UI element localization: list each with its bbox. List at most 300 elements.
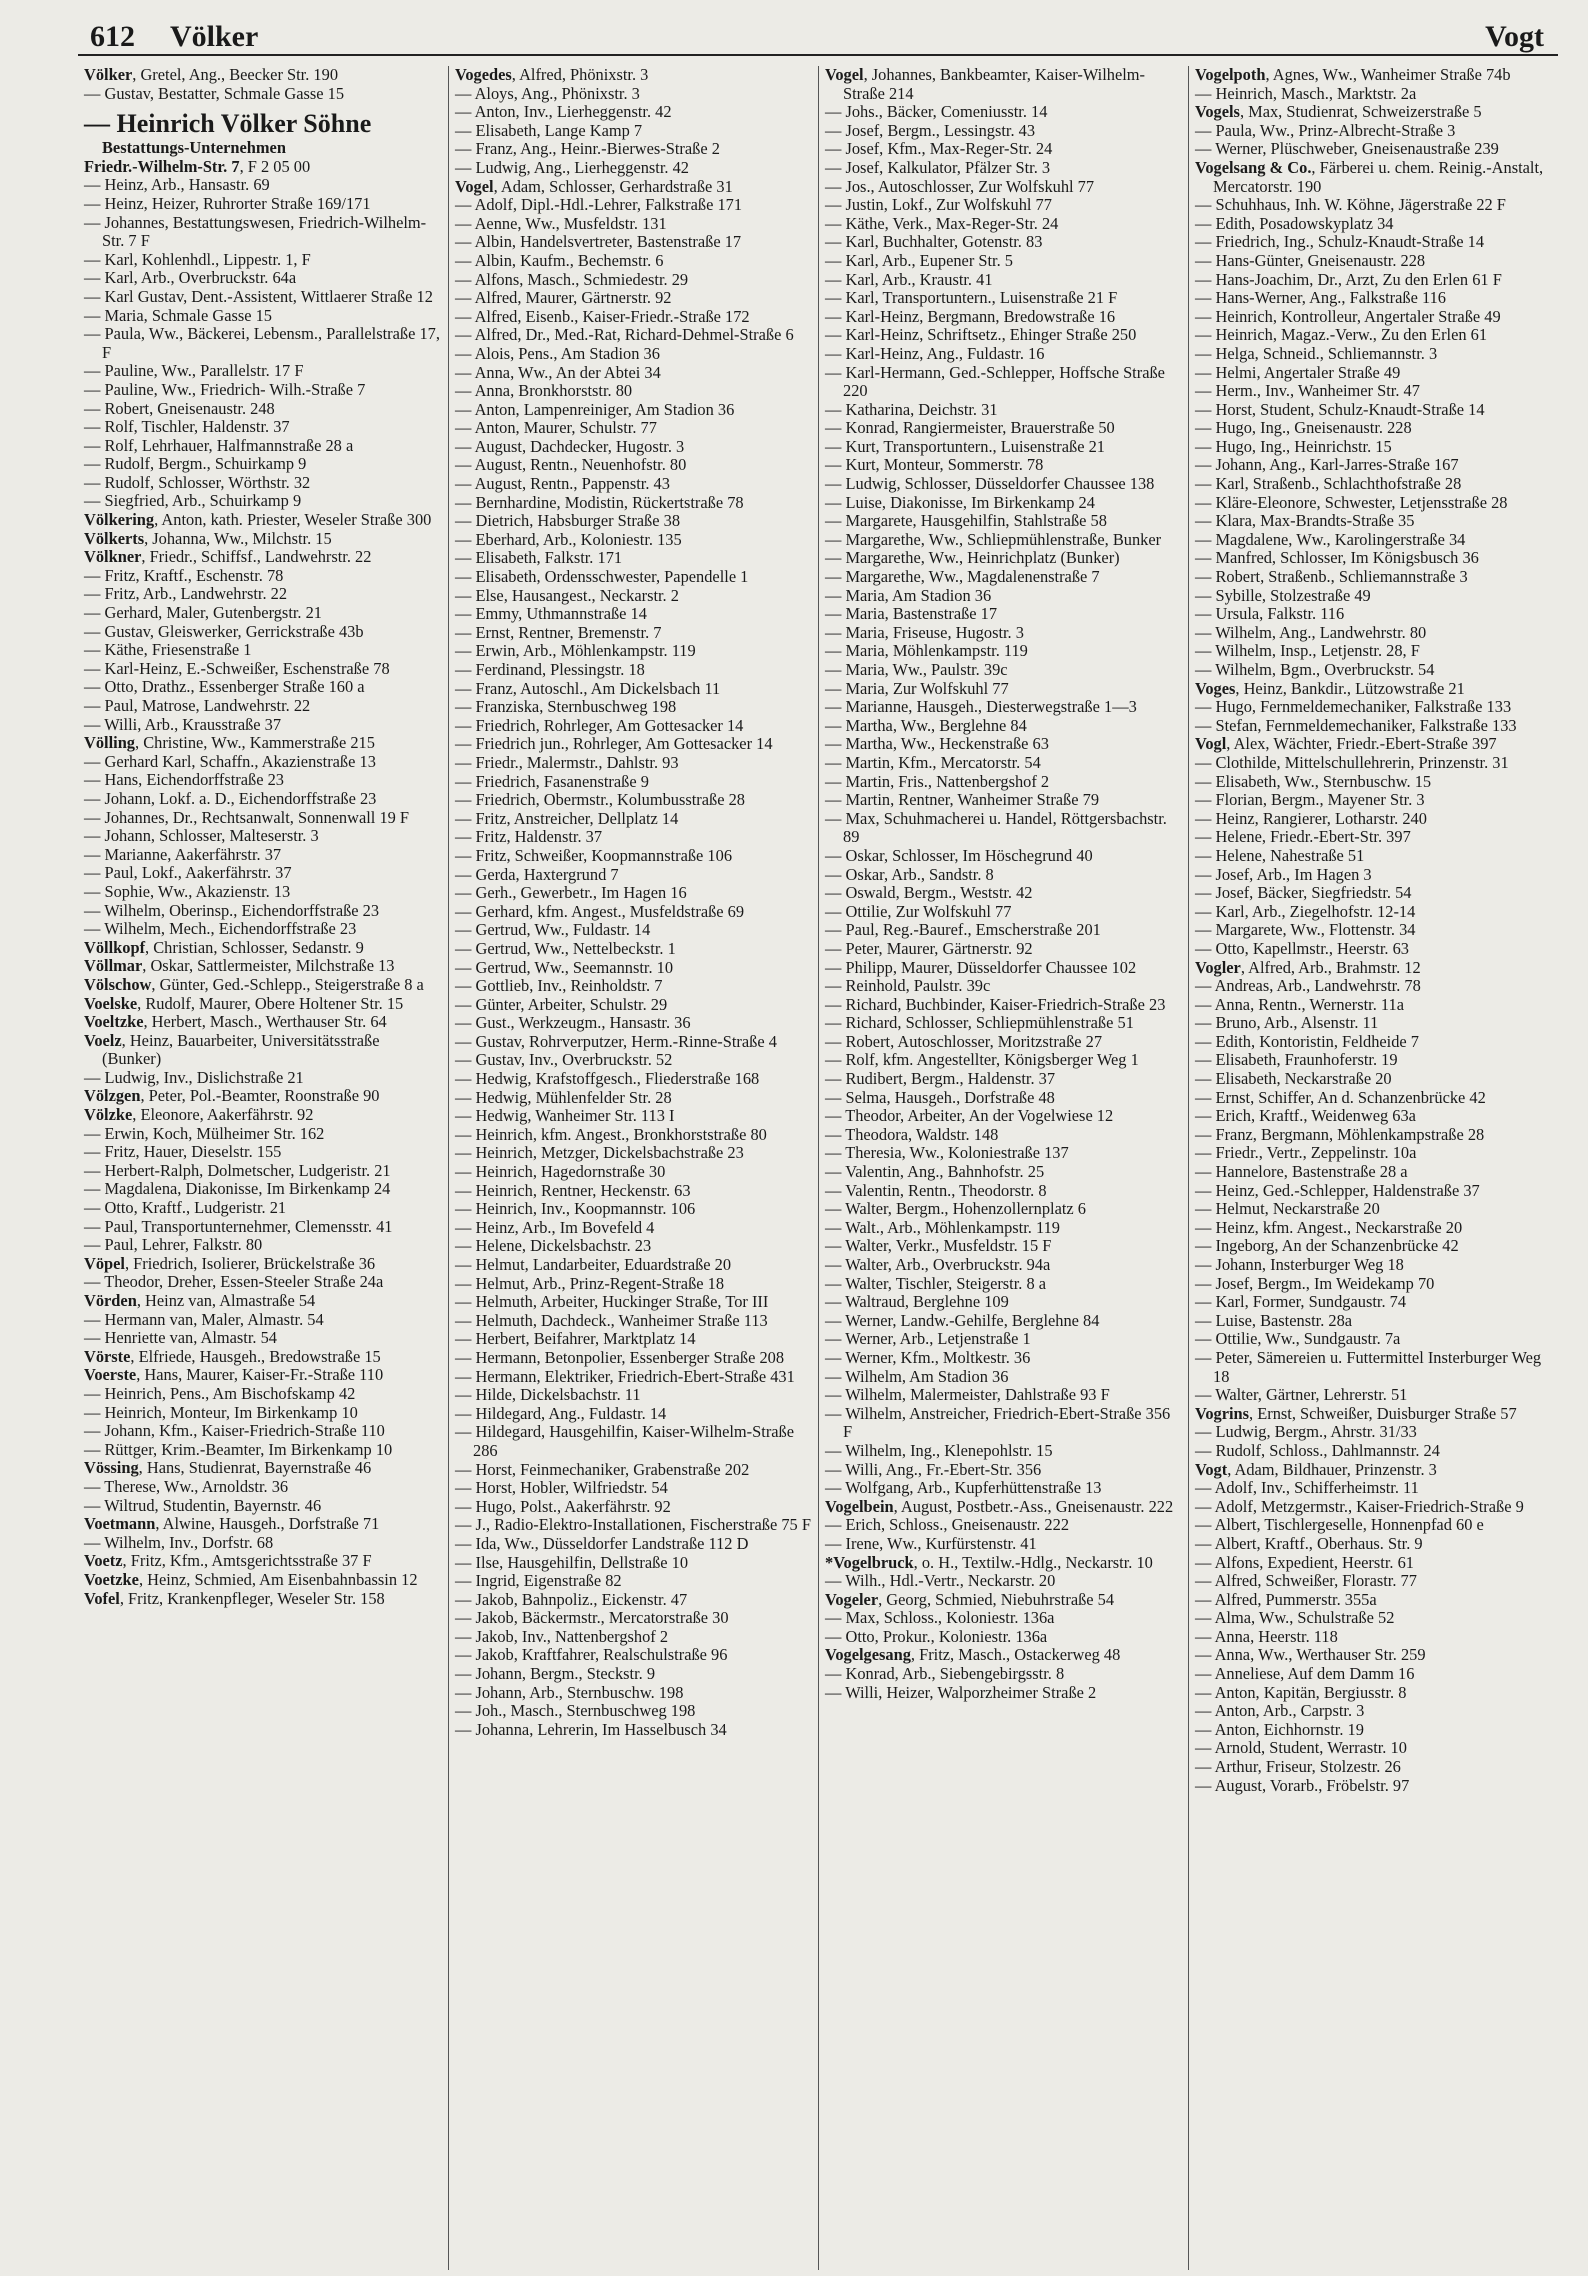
- directory-entry: — Gerhard, Maler, Gutenbergstr. 21: [84, 603, 323, 623]
- directory-entry: — Oskar, Schlosser, Im Höschegrund 40: [825, 845, 1093, 865]
- directory-entry: — Ursula, Falkstr. 116: [1195, 604, 1345, 624]
- directory-entry: — Heinrich Völker Söhne: [84, 109, 372, 139]
- directory-entry: — Günter, Arbeiter, Schulstr. 29: [455, 994, 668, 1014]
- directory-entry: — Bruno, Arb., Alsenstr. 11: [1195, 1013, 1379, 1033]
- directory-entry: — Johann, Bergm., Steckstr. 9: [455, 1664, 656, 1684]
- directory-entry: — Otto, Prokur., Koloniestr. 136a: [825, 1626, 1048, 1646]
- directory-entry: — Franz, Ang., Heinr.-Bierwes-Straße 2: [455, 139, 720, 159]
- directory-entry: — Johann, Schlosser, Malteserstr. 3: [84, 826, 319, 846]
- directory-entry: Vogler, Alfred, Arb., Brahmstr. 12: [1195, 957, 1421, 977]
- directory-entry: — Florian, Bergm., Mayener Str. 3: [1195, 790, 1425, 810]
- directory-entry: — Aenne, Ww., Musfeldstr. 131: [455, 213, 667, 233]
- directory-entry: — Wilhelm, Anstreicher, Friedrich-Ebert-Straße 356 F: [825, 1403, 1171, 1442]
- directory-entry: — Selma, Hausgeh., Dorfstraße 48: [825, 1087, 1055, 1107]
- directory-entry: — Karl, Former, Sundgaustr. 74: [1195, 1292, 1407, 1312]
- directory-entry: — Ottilie, Zur Wolfskuhl 77: [825, 901, 1012, 921]
- directory-entry: — Irene, Ww., Kurfürstenstr. 41: [825, 1533, 1037, 1553]
- directory-entry: — Paul, Matrose, Landwehrstr. 22: [84, 696, 311, 715]
- directory-entry: — Peter, Sämereien u. Futtermittel Insterburger Weg 18: [1195, 1347, 1542, 1386]
- directory-entry: — Walter, Gärtner, Lehrerstr. 51: [1195, 1385, 1408, 1405]
- directory-entry: — Oswald, Bergm., Weststr. 42: [825, 883, 1033, 903]
- directory-entry: — Gust., Werkzeugm., Hansastr. 36: [455, 1013, 691, 1033]
- directory-entry: — Friedr., Malermstr., Dahlstr. 93: [455, 752, 679, 772]
- directory-entry: — Gerh., Gewerbetr., Im Hagen 16: [455, 883, 687, 903]
- directory-entry: — Anneliese, Auf dem Damm 16: [1195, 1664, 1415, 1684]
- directory-entry: Völschow, Günter, Ged.-Schlepp., Steigerstraße 8 a: [84, 974, 424, 994]
- directory-entry: Friedr.-Wilhelm-Str. 7, F 2 05 00: [84, 156, 311, 176]
- directory-entry: — Marianne, Aakerfährstr. 37: [84, 844, 282, 864]
- directory-entry: — Werner, Plüschweber, Gneisenaustraße 239: [1195, 139, 1499, 159]
- directory-entry: — Jos., Autoschlosser, Zur Wolfskuhl 77: [825, 176, 1095, 196]
- directory-entry: — Wolfgang, Arb., Kupferhüttenstraße 13: [825, 1478, 1102, 1498]
- directory-entry: — Adolf, Inv., Schifferheimstr. 11: [1195, 1478, 1419, 1498]
- directory-entry: Voges, Heinz, Bankdir., Lützowstraße 21: [1195, 678, 1465, 698]
- directory-entry: — Josef, Bergm., Lessingstr. 43: [825, 120, 1036, 140]
- directory-entry: — Gustav, Bestatter, Schmale Gasse 15: [84, 83, 345, 103]
- directory-entry: — Helene, Nahestraße 51: [1195, 845, 1365, 865]
- directory-entry: Völkner, Friedr., Schiffsf., Landwehrstr. 22: [84, 547, 372, 567]
- directory-entry: — Friedrich jun., Rohrleger, Am Gottesacker 14: [455, 734, 773, 754]
- directory-entry: — Wilhelm, Ang., Landwehrstr. 80: [1195, 622, 1427, 642]
- directory-entry: — Wiltrud, Studentin, Bayernstr. 46: [84, 1495, 322, 1515]
- directory-entry: — Maria, Friseuse, Hugostr. 3: [825, 622, 1024, 642]
- directory-entry: — Kläre-Eleonore, Schwester, Letjensstraße 28: [1195, 492, 1508, 512]
- directory-entry: — Heinz, Heizer, Ruhrorter Straße 169/171: [84, 193, 371, 213]
- directory-entry: — Anton, Eichhornstr. 19: [1195, 1719, 1364, 1739]
- directory-entry: — Elisabeth, Lange Kamp 7: [455, 120, 643, 140]
- directory-entry: — Hannelore, Bastenstraße 28 a: [1195, 1162, 1408, 1182]
- directory-entry: Völlkopf, Christian, Schlosser, Sedanstr. 9: [84, 937, 364, 957]
- directory-entry: — August, Rentn., Neuenhofstr. 80: [455, 455, 687, 475]
- directory-entry: — Emmy, Uthmannstraße 14: [455, 604, 647, 624]
- columns: [78, 66, 1558, 2270]
- column-2: [448, 66, 818, 2270]
- directory-entry: — Adolf, Dipl.-Hdl.-Lehrer, Falkstraße 171: [455, 195, 743, 215]
- directory-entry: — Hermann, Betonpolier, Essenberger Straße 208: [455, 1347, 785, 1367]
- directory-entry: — Konrad, Rangiermeister, Brauerstraße 50: [825, 418, 1115, 438]
- directory-entry: — Hedwig, Mühlenfelder Str. 28: [455, 1087, 672, 1107]
- directory-entry: — Rudolf, Schlosser, Wörthstr. 32: [84, 472, 311, 492]
- directory-entry: — Anton, Kapitän, Bergiusstr. 8: [1195, 1682, 1407, 1702]
- directory-entry: Vörden, Heinz van, Almastraße 54: [84, 1291, 316, 1310]
- directory-entry: — Elisabeth, Falkstr. 171: [455, 548, 623, 568]
- directory-entry: — Luise, Diakonisse, Im Birkenkamp 24: [825, 492, 1095, 512]
- directory-entry: Vogrins, Ernst, Schweißer, Duisburger Straße 57: [1195, 1403, 1517, 1423]
- directory-entry: Voelz, Heinz, Bauarbeiter, Universitätsstraße (Bunker): [84, 1030, 380, 1069]
- directory-entry: — Walter, Arb., Overbruckstr. 94a: [825, 1255, 1051, 1274]
- directory-entry: — Hilde, Dickelsbachstr. 11: [455, 1385, 641, 1405]
- column-1: [78, 66, 448, 2270]
- directory-entry: — Hildegard, Hausgehilfin, Kaiser-Wilhelm-Straße 286: [455, 1422, 795, 1460]
- directory-entry: — Karl, Arb., Eupener Str. 5: [825, 250, 1014, 270]
- directory-entry: Vogelsang & Co., Färberei u. chem. Reinig.-Anstalt, Mercatorstr. 190: [1195, 157, 1544, 196]
- directory-entry: — Johanna, Lehrerin, Im Hasselbusch 34: [455, 1719, 727, 1739]
- directory-entry: — Heinrich, Hagedornstraße 30: [455, 1162, 666, 1182]
- directory-entry: — Robert, Autoschlosser, Moritzstraße 27: [825, 1031, 1103, 1051]
- directory-entry: — Horst, Student, Schulz-Knaudt-Straße 14: [1195, 399, 1485, 419]
- directory-entry: — Alois, Pens., Am Stadion 36: [455, 343, 660, 363]
- directory-entry: — Karl-Heinz, E.-Schweißer, Eschenstraße 78: [84, 658, 390, 678]
- directory-entry: — August, Rentn., Pappenstr. 43: [455, 474, 670, 494]
- directory-entry: — Erich, Kraftf., Weidenweg 63a: [1195, 1106, 1416, 1126]
- directory-entry: — Johann, Arb., Sternbuschw. 198: [455, 1682, 684, 1702]
- directory-entry: — Ilse, Hausgehilfin, Dellstraße 10: [455, 1552, 689, 1572]
- directory-entry: — Anna, Bronkhorststr. 80: [455, 381, 633, 401]
- directory-entry: — Josef, Bäcker, Siegfriedstr. 54: [1195, 883, 1412, 903]
- directory-entry: — Helmuth, Dachdeck., Wanheimer Straße 113: [455, 1310, 768, 1330]
- directory-entry: — Werner, Landw.-Gehilfe, Berglehne 84: [825, 1310, 1100, 1330]
- directory-entry: — Albin, Kaufm., Bechemstr. 6: [455, 250, 664, 270]
- directory-entry: — Aloys, Ang., Phönixstr. 3: [455, 83, 640, 103]
- directory-entry: — Ludwig, Inv., Dislichstraße 21: [84, 1067, 304, 1087]
- directory-entry: Vofel, Fritz, Krankenpfleger, Weseler Str. 158: [84, 1588, 385, 1608]
- directory-entry: — Paula, Ww., Prinz-Albrecht-Straße 3: [1195, 120, 1456, 140]
- directory-entry: — Heinrich, Magaz.-Verw., Zu den Erlen 61: [1195, 325, 1488, 345]
- directory-entry: — Adolf, Metzgermstr., Kaiser-Friedrich-Straße 9: [1195, 1496, 1524, 1516]
- directory-entry: — Horst, Feinmechaniker, Grabenstraße 202: [455, 1459, 750, 1479]
- directory-entry: — Otto, Kapellmstr., Heerstr. 63: [1195, 938, 1409, 958]
- directory-entry: Voetmann, Alwine, Hausgeh., Dorfstraße 71: [84, 1514, 380, 1534]
- directory-entry: Voerste, Hans, Maurer, Kaiser-Fr.-Straße 110: [84, 1365, 384, 1385]
- directory-entry: *Vogelbruck, o. H., Textilw.-Hdlg., Neckarstr. 10: [825, 1552, 1153, 1572]
- directory-entry: — Heinz, kfm. Angest., Neckarstraße 20: [1195, 1217, 1463, 1237]
- directory-entry: — Franz, Autoschl., Am Dickelsbach 11: [455, 678, 721, 698]
- directory-entry: — Manfred, Schlosser, Im Königsbusch 36: [1195, 548, 1479, 568]
- directory-entry: — Margarethe, Ww., Magdalenenstraße 7: [825, 567, 1100, 587]
- directory-entry: — Maria, Bastenstraße 17: [825, 604, 998, 624]
- directory-entry: — Theodor, Arbeiter, An der Vogelwiese 12: [825, 1106, 1114, 1126]
- directory-entry: — Heinrich, Masch., Marktstr. 2a: [1195, 83, 1417, 103]
- directory-entry: — Theodora, Waldstr. 148: [825, 1124, 999, 1144]
- directory-entry: — Martha, Ww., Berglehne 84: [825, 715, 1027, 735]
- directory-entry: — Franziska, Sternbuschweg 198: [455, 697, 677, 717]
- directory-entry: — Karl-Hermann, Ged.-Schlepper, Hoffsche Straße 220: [825, 362, 1165, 401]
- directory-entry: Vörste, Elfriede, Hausgeh., Bredowstraße 15: [84, 1346, 381, 1366]
- directory-entry: — Ludwig, Schlosser, Düsseldorfer Chaussee 138: [825, 474, 1155, 494]
- directory-entry: — Siegfried, Arb., Schuirkamp 9: [84, 491, 302, 511]
- directory-entry: — Katharina, Deichstr. 31: [825, 399, 998, 419]
- directory-entry: — Hedwig, Krafstoffgesch., Fliederstraße 168: [455, 1069, 760, 1089]
- directory-entry: — Rolf, Lehrhauer, Halfmannstraße 28 a: [84, 435, 354, 455]
- directory-entry: — Valentin, Ang., Bahnhofstr. 25: [825, 1162, 1045, 1182]
- directory-entry: Völlmar, Oskar, Sattlermeister, Milchstraße 13: [84, 956, 395, 976]
- directory-entry: — Philipp, Maurer, Düsseldorfer Chaussee 102: [825, 957, 1137, 977]
- directory-entry: — Konrad, Arb., Siebengebirgsstr. 8: [825, 1664, 1065, 1684]
- directory-entry: — Gottlieb, Inv., Reinholdstr. 7: [455, 976, 663, 996]
- directory-entry: — Anna, Ww., Werthauser Str. 259: [1195, 1645, 1426, 1665]
- column-3: [818, 66, 1188, 2270]
- directory-entry: — Hugo, Fernmeldemechaniker, Falkstraße 133: [1195, 697, 1512, 717]
- directory-entry: — Walter, Tischler, Steigerstr. 8 a: [825, 1273, 1047, 1293]
- directory-entry: — Maria, Am Stadion 36: [825, 585, 992, 605]
- directory-entry: — Jakob, Bäckermstr., Mercatorstraße 30: [455, 1608, 729, 1628]
- directory-entry: — Ottilie, Ww., Sundgaustr. 7a: [1195, 1329, 1401, 1349]
- directory-entry: — Willi, Arb., Krausstraße 37: [84, 714, 282, 734]
- directory-entry: — Arnold, Student, Werrastr. 10: [1195, 1738, 1407, 1758]
- directory-entry: Vogelpoth, Agnes, Ww., Wanheimer Straße 74b: [1195, 66, 1511, 84]
- directory-entry: — Käthe, Verk., Max-Reger-Str. 24: [825, 213, 1059, 233]
- directory-entry: — Margarethe, Ww., Schliepmühlenstraße, Bunker: [825, 529, 1162, 549]
- directory-entry: — Wilhelm, Ing., Klenepohlstr. 15: [825, 1440, 1053, 1460]
- directory-entry: — Kurt, Transportuntern., Luisenstraße 21: [825, 436, 1105, 456]
- directory-entry: — Ingeborg, An der Schanzenbrücke 42: [1195, 1236, 1459, 1256]
- directory-entry: — Werner, Kfm., Moltkestr. 36: [825, 1347, 1031, 1367]
- directory-entry: — Hugo, Ing., Gneisenaustr. 228: [1195, 418, 1412, 438]
- directory-entry: — Helmut, Neckarstraße 20: [1195, 1199, 1380, 1219]
- directory-entry: — Andreas, Arb., Landwehrstr. 78: [1195, 976, 1421, 996]
- directory-entry: — Johann, Ang., Karl-Jarres-Straße 167: [1195, 455, 1459, 475]
- directory-entry: — Theodor, Dreher, Essen-Steeler Straße 24a: [84, 1272, 384, 1292]
- directory-entry: — Anna, Heerstr. 118: [1195, 1626, 1338, 1646]
- directory-entry: — Maria, Schmale Gasse 15: [84, 305, 272, 325]
- directory-entry: — Heinrich, Pens., Am Bischofskamp 42: [84, 1383, 356, 1403]
- directory-entry: — Margarete, Ww., Flottenstr. 34: [1195, 920, 1416, 940]
- directory-entry: Voetzke, Heinz, Schmied, Am Eisenbahnbassin 12: [84, 1569, 418, 1589]
- directory-entry: — Anna, Rentn., Wernerstr. 11a: [1195, 994, 1404, 1014]
- directory-entry: — Paul, Lehrer, Falkstr. 80: [84, 1235, 263, 1255]
- directory-entry: — Otto, Kraftf., Ludgeristr. 21: [84, 1198, 287, 1218]
- directory-entry: — Valentin, Rentn., Theodorstr. 8: [825, 1180, 1047, 1200]
- directory-entry: — Fritz, Schweißer, Koopmannstraße 106: [455, 845, 733, 865]
- directory-entry: — Anna, Ww., An der Abtei 34: [455, 362, 661, 382]
- directory-entry: — August, Dachdecker, Hugostr. 3: [455, 436, 685, 456]
- directory-entry: Vogels, Max, Studienrat, Schweizerstraße 5: [1195, 102, 1482, 122]
- directory-entry: — Alfred, Maurer, Gärtnerstr. 92: [455, 288, 672, 308]
- directory-entry: — Magdalene, Ww., Karolingerstraße 34: [1195, 529, 1466, 549]
- directory-entry: Voetz, Fritz, Kfm., Amtsgerichtsstraße 37 F: [84, 1551, 372, 1571]
- directory-entry: — Anton, Inv., Lierheggenstr. 42: [455, 102, 672, 122]
- directory-entry: — Schuhhaus, Inh. W. Köhne, Jägerstraße 22 F: [1195, 195, 1506, 215]
- directory-entry: — Hans-Werner, Ang., Falkstraße 116: [1195, 288, 1446, 308]
- directory-entry: — Martin, Fris., Nattenbergshof 2: [825, 771, 1050, 791]
- directory-entry: — Josef, Kalkulator, Pfälzer Str. 3: [825, 157, 1051, 177]
- directory-entry: — Sophie, Ww., Akazienstr. 13: [84, 881, 291, 901]
- directory-entry: Völkerts, Johanna, Ww., Milchstr. 15: [84, 528, 332, 548]
- directory-entry: — Karl, Transportuntern., Luisenstraße 21 F: [825, 288, 1118, 308]
- directory-entry: — Heinrich, Inv., Koopmannstr. 106: [455, 1199, 696, 1219]
- directory-entry: Völzke, Eleonore, Aakerfährstr. 92: [84, 1105, 314, 1125]
- directory-entry: — Ernst, Schiffer, An d. Schanzenbrücke 42: [1195, 1087, 1486, 1107]
- directory-entry: — Peter, Maurer, Gärtnerstr. 92: [825, 938, 1033, 958]
- directory-entry: — Karl Gustav, Dent.-Assistent, Wittlaerer Straße 12: [84, 286, 433, 306]
- directory-entry: — Johann, Insterburger Weg 18: [1195, 1255, 1404, 1274]
- directory-entry: — Rudibert, Bergm., Haldenstr. 37: [825, 1069, 1056, 1089]
- directory-entry: — Heinrich, Rentner, Heckenstr. 63: [455, 1180, 691, 1200]
- directory-entry: — Heinrich, Monteur, Im Birkenkamp 10: [84, 1402, 358, 1422]
- directory-entry: — Rudolf, Schloss., Dahlmannstr. 24: [1195, 1440, 1440, 1460]
- directory-entry: Vogt, Adam, Bildhauer, Prinzenstr. 3: [1195, 1459, 1437, 1479]
- directory-entry: — Jakob, Kraftfahrer, Realschulstraße 96: [455, 1645, 728, 1665]
- directory-entry: Völling, Christine, Ww., Kammerstraße 215: [84, 733, 375, 753]
- directory-entry: — Arthur, Friseur, Stolzestr. 26: [1195, 1757, 1401, 1777]
- directory-entry: — Rudolf, Bergm., Schuirkamp 9: [84, 454, 307, 474]
- directory-entry: — Albin, Handelsvertreter, Bastenstraße 17: [455, 232, 742, 252]
- directory-entry: — Rüttger, Krim.-Beamter, Im Birkenkamp 10: [84, 1439, 393, 1459]
- directory-entry: — Hans, Eichendorffstraße 23: [84, 770, 284, 790]
- directory-entry: — Fritz, Arb., Landwehrstr. 22: [84, 584, 288, 604]
- directory-entry: — Karl, Arb., Overbruckstr. 64a: [84, 268, 297, 288]
- directory-entry: — Paul, Reg.-Bauref., Emscherstraße 201: [825, 920, 1101, 940]
- directory-entry: — Pauline, Ww., Parallelstr. 17 F: [84, 361, 304, 381]
- directory-entry: — Wilhelm, Inv., Dorfstr. 68: [84, 1532, 274, 1552]
- directory-entry: — Elisabeth, Ordensschwester, Papendelle 1: [455, 567, 749, 587]
- directory-entry: — Alfons, Masch., Schmiedestr. 29: [455, 269, 689, 289]
- directory-entry: — Alma, Ww., Schulstraße 52: [1195, 1608, 1395, 1628]
- directory-entry: — Gustav, Gleiswerker, Gerrickstraße 43b: [84, 621, 364, 641]
- directory-entry: — Karl, Kohlenhdl., Lippestr. 1, F: [84, 249, 311, 269]
- directory-entry: — Heinrich, Metzger, Dickelsbachstraße 23: [455, 1143, 744, 1163]
- directory-entry: — Hermann van, Maler, Almastr. 54: [84, 1309, 324, 1329]
- directory-entry: — Friedrich, Obermstr., Kolumbusstraße 28: [455, 790, 745, 810]
- directory-entry: — Ludwig, Bergm., Ahrstr. 31/33: [1195, 1422, 1417, 1442]
- directory-entry: — Rolf, Tischler, Haldenstr. 37: [84, 417, 290, 437]
- directory-entry: — Margarethe, Ww., Heinrichplatz (Bunker): [825, 548, 1120, 568]
- directory-entry: — Therese, Ww., Arnoldstr. 36: [84, 1476, 289, 1496]
- directory-entry: — Käthe, Friesenstraße 1: [84, 640, 252, 660]
- directory-entry: — Karl, Arb., Kraustr. 41: [825, 269, 993, 289]
- directory-entry: — Alfred, Schweißer, Florastr. 77: [1195, 1571, 1417, 1591]
- directory-entry: — Elisabeth, Ww., Sternbuschw. 15: [1195, 771, 1432, 791]
- directory-entry: — J., Radio-Elektro-Installationen, Fischerstraße 75 F: [455, 1515, 811, 1535]
- directory-entry: — Wilhelm, Mech., Eichendorffstraße 23: [84, 919, 357, 939]
- directory-entry: — Karl, Buchhalter, Gotenstr. 83: [825, 232, 1043, 252]
- right-guide-word: Vogt: [1485, 20, 1544, 53]
- directory-entry: — Hermann, Elektriker, Friedrich-Ebert-Straße 431: [455, 1366, 795, 1386]
- directory-entry: — Erwin, Arb., Möhlenkampstr. 119: [455, 641, 696, 661]
- directory-entry: — Klara, Max-Brandts-Straße 35: [1195, 511, 1415, 531]
- directory-entry: — Heinz, Ged.-Schlepper, Haldenstraße 37: [1195, 1180, 1480, 1200]
- directory-entry: — Jakob, Inv., Nattenbergshof 2: [455, 1626, 669, 1646]
- page-header: [78, 14, 1558, 56]
- directory-entry: Voeltzke, Herbert, Masch., Werthauser Str. 64: [84, 1012, 387, 1032]
- directory-entry: — Maria, Möhlenkampstr. 119: [825, 641, 1028, 661]
- directory-entry: — Gerda, Haxtergrund 7: [455, 864, 619, 884]
- directory-entry: Völzgen, Peter, Pol.-Beamter, Roonstraße 90: [84, 1086, 380, 1106]
- directory-entry: — Helmut, Arb., Prinz-Regent-Straße 18: [455, 1273, 725, 1293]
- directory-entry: — Maria, Ww., Paulstr. 39c: [825, 660, 1008, 679]
- directory-entry: Vogeler, Georg, Schmied, Niebuhrstraße 54: [825, 1589, 1115, 1609]
- directory-entry: — Gerhard, kfm. Angest., Musfeldstraße 69: [455, 901, 745, 921]
- directory-entry: — Helene, Dickelsbachstr. 23: [455, 1236, 652, 1256]
- directory-entry: — Anton, Arb., Carpstr. 3: [1195, 1701, 1365, 1721]
- directory-entry: — Herm., Inv., Wanheimer Str. 47: [1195, 381, 1420, 401]
- directory-entry: — Bernhardine, Modistin, Rückertstraße 78: [455, 492, 744, 512]
- directory-entry: — Helmi, Angertaler Straße 49: [1195, 362, 1401, 382]
- directory-entry: — Walt., Arb., Möhlenkampstr. 119: [825, 1217, 1060, 1237]
- directory-entry: — Friedrich, Fasanenstraße 9: [455, 771, 649, 791]
- directory-entry: — Reinhold, Paulstr. 39c: [825, 976, 991, 996]
- directory-entry: — Ludwig, Ang., Lierheggenstr. 42: [455, 157, 689, 177]
- directory-entry: — Heinrich, kfm. Angest., Bronkhorststraße 80: [455, 1124, 767, 1144]
- directory-entry: — Sybille, Stolzestraße 49: [1195, 585, 1371, 605]
- directory-entry: — Wilhelm, Malermeister, Dahlstraße 93 F: [825, 1385, 1110, 1405]
- column-4: [1188, 66, 1558, 2270]
- directory-entry: — Ida, Ww., Düsseldorfer Landstraße 112 D: [455, 1533, 749, 1553]
- directory-entry: — Justin, Lokf., Zur Wolfskuhl 77: [825, 195, 1052, 215]
- directory-entry: — Gertrud, Ww., Seemannstr. 10: [455, 957, 674, 977]
- directory-entry: — Wilhelm, Insp., Letjenstr. 28, F: [1195, 641, 1420, 661]
- directory-entry: Vogelbein, August, Postbetr.-Ass., Gneisenaustr. 222: [825, 1496, 1174, 1516]
- directory-entry: — Karl, Arb., Ziegelhofstr. 12-14: [1195, 901, 1416, 921]
- directory-entry: — Paul, Transportunternehmer, Clemensstr. 41: [84, 1216, 393, 1236]
- directory-entry: — Heinz, Arb., Hansastr. 69: [84, 175, 270, 195]
- directory-entry: — Max, Schuhmacherei u. Handel, Röttgersbachstr. 89: [825, 808, 1167, 847]
- directory-entry: — Albert, Kraftf., Oberhaus. Str. 9: [1195, 1533, 1423, 1553]
- directory-entry: — Friedrich, Ing., Schulz-Knaudt-Straße 14: [1195, 232, 1485, 252]
- directory-entry: — Stefan, Fernmeldemechaniker, Falkstraße 133: [1195, 715, 1517, 735]
- directory-entry: — Richard, Schlosser, Schliepmühlenstraße 51: [825, 1013, 1134, 1033]
- directory-entry: — Josef, Arb., Im Hagen 3: [1195, 864, 1372, 884]
- directory-entry: — Herbert, Beifahrer, Marktplatz 14: [455, 1329, 696, 1349]
- directory-entry: — Ferdinand, Plessingstr. 18: [455, 660, 645, 679]
- directory-entry: — Heinrich, Kontrolleur, Angertaler Straße 49: [1195, 306, 1501, 326]
- directory-entry: — Eberhard, Arb., Koloniestr. 135: [455, 529, 682, 549]
- directory-entry: — Johann, Lokf. a. D., Eichendorffstraße 23: [84, 788, 377, 808]
- directory-entry: — Fritz, Anstreicher, Dellplatz 14: [455, 808, 679, 828]
- directory-entry: — Herbert-Ralph, Dolmetscher, Ludgeristr. 21: [84, 1160, 391, 1180]
- directory-entry: — Friedr., Vertr., Zeppelinstr. 10a: [1195, 1143, 1417, 1163]
- directory-entry: — Anton, Maurer, Schulstr. 77: [455, 418, 657, 438]
- directory-entry: — Otto, Drathz., Essenberger Straße 160 a: [84, 677, 365, 697]
- directory-entry: — Hans-Günter, Gneisenaustr. 228: [1195, 250, 1426, 270]
- directory-entry: — Alfons, Expedient, Heerstr. 61: [1195, 1552, 1414, 1572]
- directory-entry: — Pauline, Ww., Friedrich- Wilh.-Straße 7: [84, 379, 366, 399]
- directory-entry: — Joh., Masch., Sternbuschweg 198: [455, 1701, 696, 1721]
- directory-entry: — Karl-Heinz, Bergmann, Bredowstraße 16: [825, 306, 1116, 326]
- directory-entry: — Robert, Gneisenaustr. 248: [84, 398, 275, 418]
- directory-entry: — Gerhard Karl, Schaffn., Akazienstraße 13: [84, 751, 376, 771]
- directory-entry: — Waltraud, Berglehne 109: [825, 1292, 1009, 1312]
- directory-entry: — Robert, Straßenb., Schliemannstraße 3: [1195, 567, 1468, 587]
- directory-entry: — Dietrich, Habsburger Straße 38: [455, 511, 681, 531]
- directory-entry: — Ingrid, Eigenstraße 82: [455, 1571, 622, 1591]
- directory-entry: — Elisabeth, Fraunhoferstr. 19: [1195, 1050, 1398, 1070]
- directory-entry: — August, Vorarb., Fröbelstr. 97: [1195, 1775, 1410, 1795]
- directory-entry: — Jakob, Bahnpoliz., Eickenstr. 47: [455, 1589, 688, 1609]
- directory-entry: — Johs., Bäcker, Comeniusstr. 14: [825, 102, 1048, 122]
- directory-entry: — Willi, Heizer, Walporzheimer Straße 2: [825, 1682, 1097, 1702]
- directory-entry: — Hugo, Polst., Aakerfährstr. 92: [455, 1496, 671, 1516]
- directory-entry: — Erich, Schloss., Gneisenaustr. 222: [825, 1515, 1070, 1535]
- directory-entry: Voelske, Rudolf, Maurer, Obere Holtener Str. 15: [84, 993, 404, 1013]
- directory-entry: Völker, Gretel, Ang., Beecker Str. 190: [84, 66, 339, 84]
- directory-entry: Vogel, Adam, Schlosser, Gerhardstraße 31: [455, 176, 733, 196]
- directory-entry: Vogl, Alex, Wächter, Friedr.-Ebert-Straße 397: [1195, 734, 1497, 754]
- directory-entry: — Helga, Schneid., Schliemannstr. 3: [1195, 343, 1438, 363]
- directory-entry: — Hedwig, Wanheimer Str. 113 I: [455, 1106, 675, 1126]
- page-number: 612: [90, 20, 135, 53]
- directory-entry: — Fritz, Kraftf., Eschenstr. 78: [84, 565, 284, 585]
- directory-entry: — Walter, Bergm., Hohenzollernplatz 6: [825, 1199, 1086, 1219]
- directory-entry: — Franz, Bergmann, Möhlenkampstraße 28: [1195, 1124, 1485, 1144]
- directory-entry: — Johann, Kfm., Kaiser-Friedrich-Straße 110: [84, 1421, 385, 1441]
- directory-entry: — Wilhelm, Oberinsp., Eichendorffstraße 23: [84, 900, 380, 920]
- directory-entry: — Johannes, Dr., Rechtsanwalt, Sonnenwall 19 F: [84, 807, 410, 827]
- directory-entry: — Max, Schloss., Koloniestr. 136a: [825, 1608, 1055, 1628]
- directory-entry: — Josef, Bergm., Im Weidekamp 70: [1195, 1273, 1435, 1293]
- directory-entry: — Alfred, Pummerstr. 355a: [1195, 1589, 1377, 1609]
- directory-entry: — Martin, Rentner, Wanheimer Straße 79: [825, 790, 1100, 810]
- directory-entry: — Fritz, Hauer, Dieselstr. 155: [84, 1142, 282, 1162]
- directory-entry: — Paul, Lokf., Aakerfährstr. 37: [84, 863, 292, 883]
- directory-entry: — Elisabeth, Neckarstraße 20: [1195, 1069, 1392, 1089]
- directory-entry: — Heinz, Arb., Im Bovefeld 4: [455, 1217, 655, 1237]
- directory-entry: — Anton, Lampenreiniger, Am Stadion 36: [455, 399, 735, 419]
- directory-entry: — Gertrud, Ww., Fuldastr. 14: [455, 920, 651, 940]
- directory-entry: — Wilhelm, Am Stadion 36: [825, 1366, 1009, 1386]
- directory-entry: — Ernst, Rentner, Bremenstr. 7: [455, 622, 662, 642]
- directory-entry: — Magdalena, Diakonisse, Im Birkenkamp 24: [84, 1179, 391, 1199]
